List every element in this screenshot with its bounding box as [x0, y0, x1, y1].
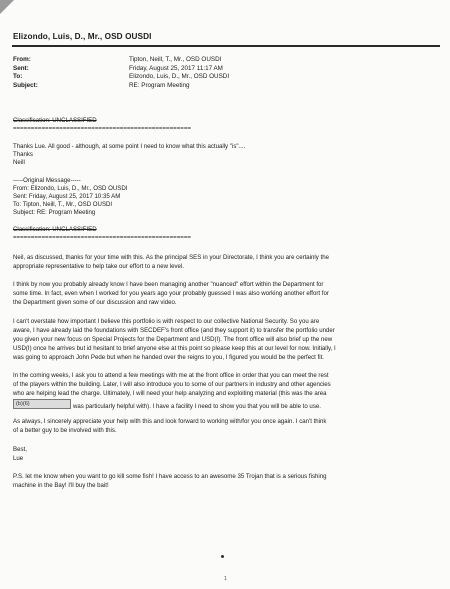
body-paragraph-line: As always, I sincerely appreciate your help with this and look forward to working with/for you once again. I can't think: [13, 418, 327, 425]
separator-line: ==================================================: [13, 234, 191, 241]
body-paragraph-line: Neil, as discussed, thanks for your time with this. As the principal SES in your Directorate, I think you are certainly the: [13, 254, 329, 261]
closing: Best,: [13, 446, 27, 453]
redaction-code: (b)(6): [16, 400, 30, 407]
header-rule: [12, 45, 440, 47]
body-paragraph-line: appropriate representative to help take our effort to a new level.: [13, 263, 184, 270]
body-paragraph-line: USD(I) once he arrives but id hesitant to brief anyone else at this point so please keep this at our level for now. Initially, I: [13, 345, 336, 352]
mailbox-owner-header: Elizondo, Luis, D., Mr., OSD OUSDI: [13, 32, 152, 41]
sent-value: Friday, August 25, 2017 11:17 AM: [129, 64, 223, 72]
original-subject: Subject: RE: Program Meeting: [13, 209, 96, 216]
body-paragraph-line-with-redaction: [13, 399, 321, 411]
from-value: Tipton, Neill, T., Mr., OSD OUSDI: [129, 56, 222, 63]
classification-marking: Classification: UNCLASSIFIED: [13, 226, 97, 233]
reply-signature: Neill: [13, 159, 25, 166]
to-label: To:: [13, 73, 23, 80]
redaction-followup-text: was particularly helpful with). I have a facility I need to show you that you will be able to use.: [73, 403, 321, 410]
body-paragraph-line: was going to approach John Pede but when he handed over the reigns to you, I figured you would be the perfect fit.: [13, 354, 324, 361]
original-to: To: Tipton, Neill, T., Mr., OSD OUSDI: [13, 201, 113, 208]
redaction-box: [13, 399, 71, 409]
body-paragraph-line: In the coming weeks, I ask you to attend a few meetings with me at the front office in order that you can meet the rest: [13, 372, 329, 379]
body-paragraph-line: some time. In fact, even when I worked for you years ago your probably guessed I was also working another effort for: [13, 290, 329, 297]
subject-label: Subject:: [13, 81, 38, 89]
postscript-line: machine in the Bay! I'll buy the bait!: [13, 482, 109, 489]
reply-thanks: Thanks: [13, 151, 33, 158]
body-paragraph-line: of a better guy to be involved with this.: [13, 427, 117, 434]
body-paragraph-line: aware, I have already laid the foundations with SECDEF's front office (and they support it) to transfer the portfolio under: [13, 327, 335, 334]
classification-marking: Classification: UNCLASSIFIED: [13, 117, 97, 124]
sent-label: Sent:: [13, 64, 29, 72]
signature: Lue: [13, 455, 24, 462]
subject-value: RE: Program Meeting: [129, 81, 190, 89]
body-paragraph-line: of the players within the building. Later, I will also introduce you to some of our partners in industry and other agencies: [13, 381, 331, 388]
body-paragraph-line: who are helping lead the charge. Ultimately, I will need your help analyzing and exploiting material (this was the area: [13, 390, 327, 397]
body-paragraph-line: you given your new focus on Special Projects for the Department and USD(I). The front office will also brief up the new: [13, 336, 333, 343]
from-label: From:: [13, 56, 31, 63]
page-number: 1: [224, 576, 227, 582]
original-sent: Sent: Friday, August 25, 2017 10:35 AM: [13, 193, 121, 200]
separator-line: ==================================================: [13, 125, 191, 132]
to-value: Elizondo, Luis, D., Mr., OSD OUSDI: [129, 73, 230, 80]
body-paragraph-line: the Department given some of our discussion and raw video.: [13, 299, 177, 306]
body-paragraph-line: I think by now you probably already know I have been managing another "nuanced" effort within the Department for: [13, 281, 324, 288]
scan-speck: [221, 555, 224, 558]
page-corner-fold: [0, 0, 14, 14]
reply-text: Thanks Lue. All good - although, at some point I need to know what this actually "is"....: [13, 143, 246, 150]
original-message-heading: -----Original Message-----: [13, 177, 81, 184]
postscript-line: P.S. let me know when you want to go kill some fish! I have access to an awesome 35 Trojan that is a serious fishing: [13, 473, 327, 480]
original-from: From: Elizondo, Luis, D., Mr., OSD OUSDI: [13, 185, 128, 192]
body-paragraph-line: I can't overstate how important I believe this portfolio is with respect to our collective National Security. So you are: [13, 318, 320, 325]
